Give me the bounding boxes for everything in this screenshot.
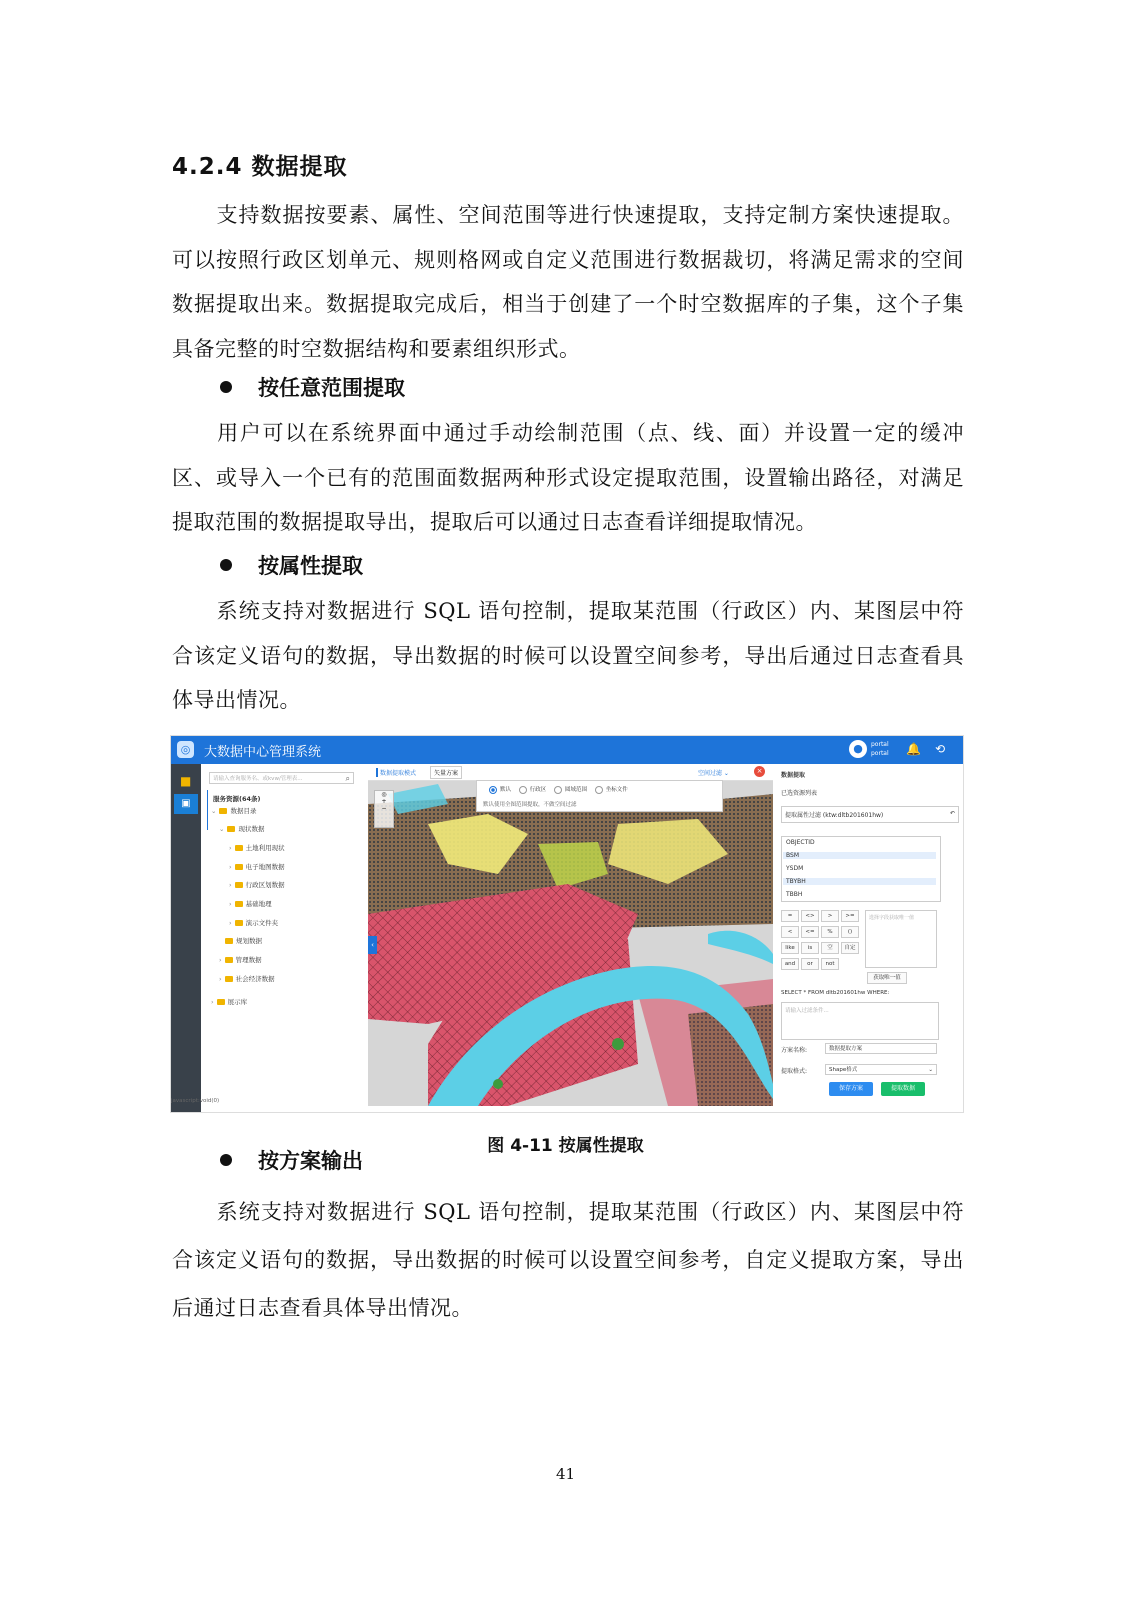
folder-icon <box>235 845 243 851</box>
operator-button[interactable]: not <box>821 958 839 970</box>
list-item[interactable]: TBYBH <box>783 878 936 885</box>
folder-icon <box>225 976 233 982</box>
unique-values-box[interactable]: 选择字段获取唯一值 <box>865 910 937 968</box>
extract-panel <box>775 764 964 1106</box>
radio-default[interactable] <box>489 786 497 794</box>
tree-accent-bar <box>207 790 208 830</box>
tree-node[interactable]: › 行政区划数据 <box>229 881 285 889</box>
operator-button[interactable]: or <box>801 958 819 970</box>
tree-node[interactable]: ⌄ 数据目录 <box>211 807 257 815</box>
collapse-panel-button[interactable]: ‹ <box>368 936 377 954</box>
operator-button[interactable]: % <box>821 926 839 938</box>
sql-where-input[interactable]: 请输入过滤条件... <box>781 1002 939 1040</box>
paragraph-attribute: 系统支持对数据进行 SQL 语句控制，提取某范围（行政区）内、某图层中符合该定义语句的数据，导出数据的时候可以设置空间参考，导出后通过日志查看具体导出情况。 <box>172 599 964 712</box>
page-number: 41 <box>555 1465 576 1483</box>
chevron-down-icon: ⌄ <box>928 1067 933 1073</box>
bullet-dot-icon <box>220 1154 232 1166</box>
list-item[interactable]: OBJECTID <box>786 839 815 846</box>
map-nav-icon[interactable]: ▣ <box>174 794 198 814</box>
tree-node[interactable]: › 展示库 <box>211 998 248 1006</box>
operator-button[interactable]: 空 <box>821 942 839 954</box>
tree-node[interactable]: › 土地利用现状 <box>229 844 285 852</box>
operator-button[interactable]: () <box>841 926 859 938</box>
folder-icon <box>235 882 243 888</box>
paragraph-arbitrary-range: 用户可以在系统界面中通过手动绘制范围（点、线、面）并设置一定的缓冲区、或导入一个已有的范围面数据两种形式设定提取范围，设置输出路径，对满足提取范围的数据提取导出，提取后可以通过日志查看详细提取情况。 <box>172 421 964 534</box>
folder-icon <box>225 938 233 944</box>
folder-icon <box>225 957 233 963</box>
left-nav <box>171 764 201 1113</box>
sql-prefix: SELECT * FROM dltb201601hw WHERE: <box>781 990 890 996</box>
get-unique-button[interactable]: 获取唯一值 <box>867 972 907 984</box>
tree-node[interactable]: › 管理数据 <box>219 956 262 964</box>
tree-node[interactable]: › 电子地图数据 <box>229 863 285 871</box>
folder-icon <box>235 920 243 926</box>
operator-button[interactable]: < <box>781 926 799 938</box>
radio-coordinate-file[interactable] <box>595 786 603 794</box>
spatial-filter-dropdown[interactable]: 空间过滤 ⌄ <box>698 770 729 777</box>
tree-node[interactable]: › 基础地理 <box>229 900 272 908</box>
extract-data-button[interactable]: 提取数据 <box>881 1082 925 1096</box>
logout-icon[interactable]: ⟲ <box>935 742 946 756</box>
operator-button[interactable]: like <box>781 942 799 954</box>
tree-search-input[interactable]: 请输入查询服务名、或kvw/管理表... ⌕ <box>209 772 354 784</box>
operator-button[interactable]: 自定 <box>841 942 859 954</box>
app-title: 大数据中心管理系统 <box>204 745 322 760</box>
paragraph-intro: 支持数据按要素、属性、空间范围等进行快速提取，支持定制方案快速提取。可以按照行政区划单元、规则格网或自定义范围进行数据裁切，将满足需求的空间数据提取出来。数据提取完成后，相当于创建了一个时空数据库的子集，这个子集具备完整的时空数据结构和要素组织形式。 <box>172 203 964 361</box>
popup-hint: 默认使用全图范围提取，不做空间过滤 <box>483 802 577 808</box>
save-scheme-button[interactable]: 保存方案 <box>829 1082 873 1096</box>
radio-circle[interactable] <box>554 786 562 794</box>
tree-node[interactable]: › 社会经济数据 <box>219 975 275 983</box>
status-bar: javascript:void(0) <box>171 1098 220 1104</box>
folder-icon <box>235 864 243 870</box>
list-item[interactable]: YSDM <box>786 865 804 872</box>
bullet-arbitrary-range: 按任意范围提取 <box>220 372 405 402</box>
figure-screenshot <box>170 735 964 1113</box>
attr-filter-label: 提取属性过滤 (ktw:dltb201601hw) ↶ <box>781 806 959 823</box>
tree-node[interactable]: ⌄ 现状数据 <box>219 825 265 833</box>
folder-icon <box>227 826 235 832</box>
list-item[interactable]: TBBH <box>786 891 803 898</box>
map-zoom-control[interactable]: ◎ + − <box>374 790 394 828</box>
operator-button[interactable]: = <box>781 910 799 922</box>
bullet-dot-icon <box>220 559 232 571</box>
format-select[interactable]: Shape格式 ⌄ <box>825 1064 937 1075</box>
paragraph-scheme-output: 系统支持对数据进行 SQL 语句控制，提取某范围（行政区）内、某图层中符合该定义语句的数据，导出数据的时候可以设置空间参考，自定义提取方案，导出后通过日志查看具体导出情况。 <box>172 1200 964 1320</box>
folder-icon <box>217 999 225 1005</box>
field-list[interactable] <box>781 836 941 902</box>
undo-icon[interactable]: ↶ <box>949 810 955 817</box>
section-heading: 4.2.4 数据提取 <box>172 154 348 180</box>
search-icon[interactable]: ⌕ <box>345 774 350 783</box>
tab-vector-scheme[interactable]: 矢量方案 <box>430 766 462 779</box>
format-label: 提取格式: <box>781 1068 808 1075</box>
map-canvas[interactable] <box>368 764 773 1106</box>
tree-header: 服务资源(64条) <box>213 795 261 803</box>
bullet-scheme-output: 按方案输出 <box>220 1145 363 1175</box>
operator-button[interactable]: is <box>801 942 819 954</box>
folder-nav-icon[interactable]: ■ <box>180 774 192 788</box>
scheme-name-input[interactable]: 数据提取方案 <box>825 1043 937 1054</box>
bullet-dot-icon <box>220 381 232 393</box>
app-logo-icon: ◎ <box>177 741 194 758</box>
figure-caption: 图 4-11 按属性提取 <box>487 1136 644 1156</box>
operator-button[interactable]: >= <box>841 910 859 922</box>
selected-list-label: 已选资源列表 <box>781 790 818 797</box>
panel-title: 数据提取 <box>781 772 806 779</box>
map-view[interactable] <box>368 764 773 1106</box>
radio-district[interactable] <box>519 786 527 794</box>
bullet-attribute: 按属性提取 <box>220 550 363 580</box>
folder-icon <box>235 901 243 907</box>
close-icon[interactable]: × <box>754 766 765 777</box>
resource-tree-panel <box>203 764 363 1096</box>
bell-icon[interactable]: 🔔 <box>906 742 921 756</box>
user-name[interactable]: portal portal <box>871 741 889 757</box>
operator-button[interactable]: > <box>821 910 839 922</box>
app-topbar <box>171 736 964 764</box>
operator-button[interactable]: <= <box>801 926 819 938</box>
tree-node[interactable]: › 演示文件夹 <box>229 919 279 927</box>
tab-extract-mode[interactable]: 数据提取模式 <box>376 768 416 777</box>
tree-node[interactable]: 规划数据 <box>225 936 262 945</box>
spatial-filter-popup: 默认 行政区 圆域范围 坐标文件 默认使用全图范围提取，不做空间过滤 <box>476 780 723 812</box>
folder-icon <box>219 808 227 814</box>
operator-button[interactable]: and <box>781 958 799 970</box>
user-avatar-icon[interactable]: ● <box>849 740 867 758</box>
operator-button[interactable]: <> <box>801 910 819 922</box>
map-toolbar <box>368 764 773 781</box>
scheme-name-label: 方案名称: <box>781 1047 808 1054</box>
list-item[interactable]: BSM <box>783 852 936 859</box>
